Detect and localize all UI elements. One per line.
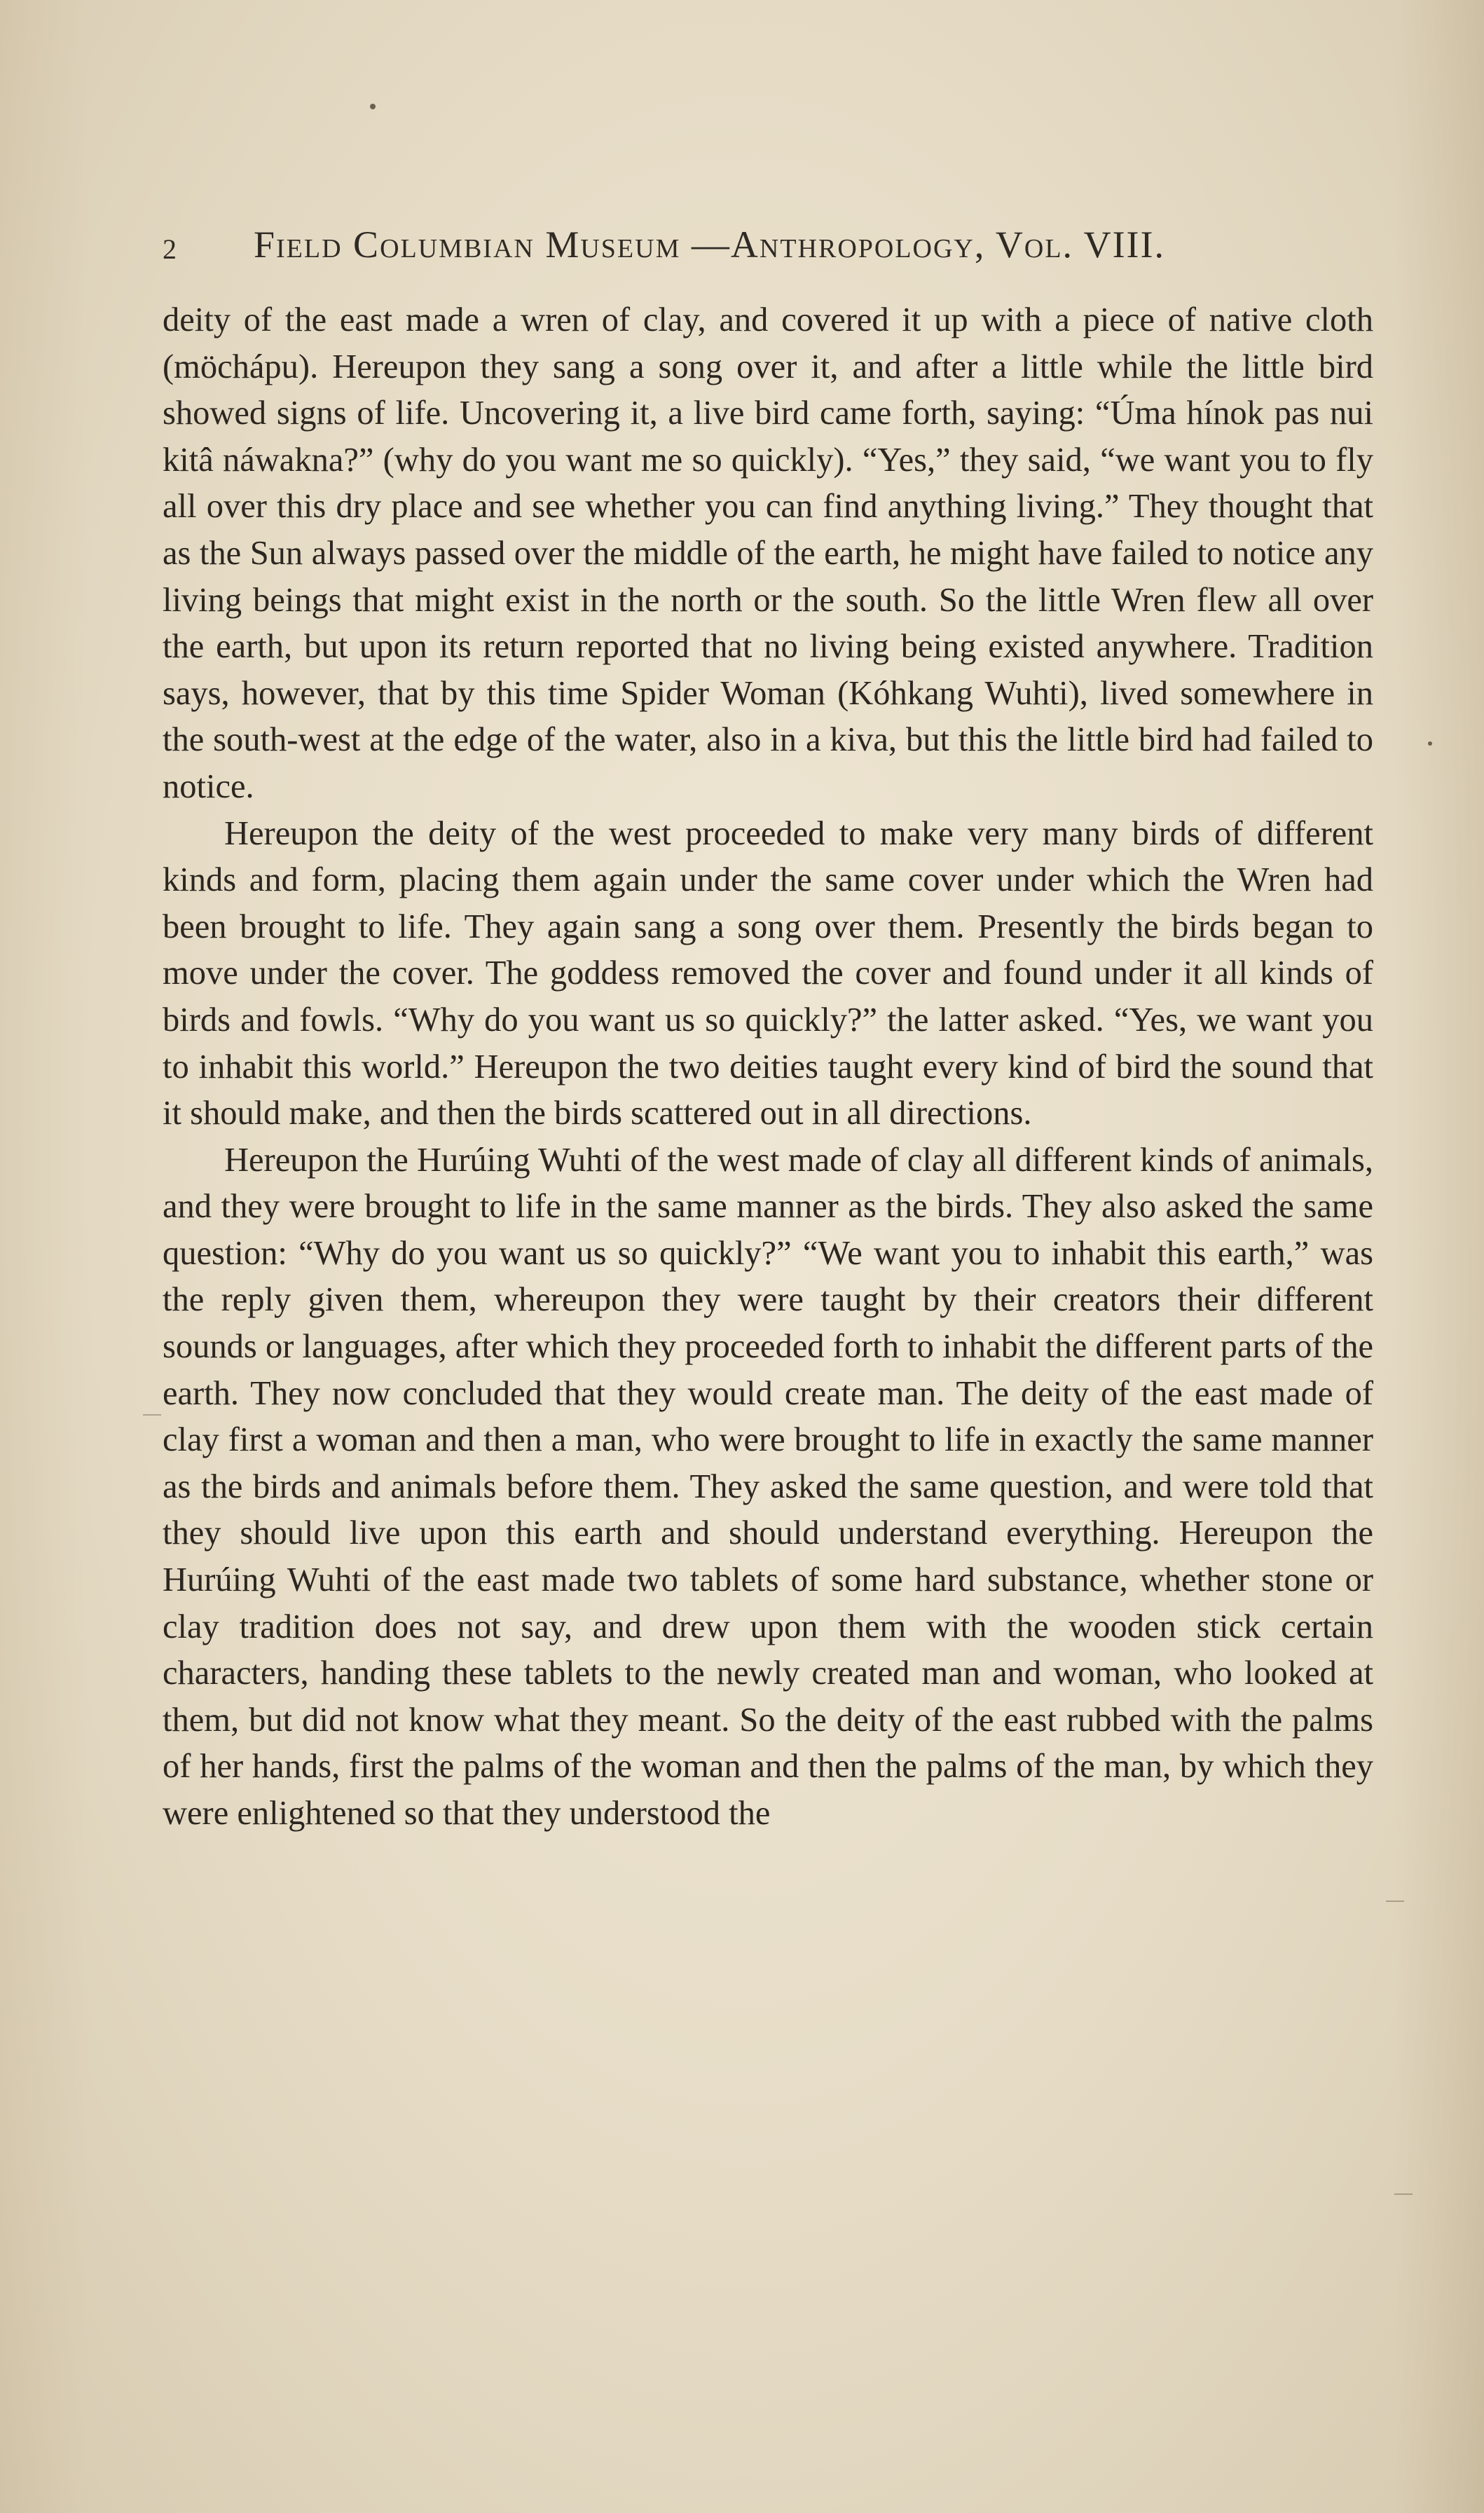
paragraph-1: deity of the east made a wren of clay, and covered it up with a piece of native cloth (möchápu). Hereupon they sang a song over it, and after a little while the little bird showed signs of life. Uncovering it, a live bird came forth, saying: “Úma hínok pas nui kitâ náwakna?” (why do you want me so quickly). “Yes,” they said, “we want you to fly all over this dry place and see whether you can find anything living.” They thought that as the Sun always passed over the middle of the earth, he might have failed to notice any living beings that might exist in the north or the south. So the little Wren flew all over the earth, but upon its return reported that no living being existed anywhere. Tradition says, however, that by this time Spider Woman (Kóhkang Wuhti), lived somewhere in the south-west at the edge of the water, also in a kiva, but this the little bird had failed to notice. <box>163 301 1373 805</box>
margin-mark <box>143 1414 161 1416</box>
paragraph-2: Hereupon the deity of the west proceeded to make very many birds of different kinds and form, placing them again under the same cover under which the Wren had been brought to life. They again sang a song over them. Presently the birds began to move under the cover. The goddess removed the cover and found under it all kinds of birds and fowls. “Why do you want us so quickly?” the latter asked. “Yes, we want you to inhabit this world.” Hereupon the two deities taught every kind of bird the sound that it should make, and then the birds scattered out in all directions. <box>163 814 1373 1132</box>
page-number: 2 <box>163 233 177 265</box>
paper-speck <box>370 104 376 109</box>
page-header <box>163 223 1312 272</box>
running-head: Field Columbian Museum —Anthropology, Vol. VIII. <box>254 224 1166 266</box>
body-text <box>163 297 1373 1837</box>
paragraph-3: Hereupon the Hurúing Wuhti of the west made of clay all different kinds of animals, and they were brought to life in the same manner as the birds. They also asked the same question: “Why do you want us so quickly?” “We want you to inhabit this earth,” was the reply given them, whereupon they were taught by their creators their different sounds or languages, after which they proceeded forth to inhabit the different parts of the earth. They now concluded that they would create man. The deity of the east made of clay first a woman and then a man, who were brought to life in exactly the same manner as the birds and animals before them. They asked the same question, and were told that they should live upon this earth and should understand everything. Hereupon the Hurúing Wuhti of the east made two tablets of some hard substance, whether stone or clay tradition does not say, and drew upon them with the wooden stick certain characters, handing these tablets to the newly created man and woman, who looked at them, but did not know what they meant. So the deity of the east rubbed with the palms of her hands, first the palms of the woman and then the palms of the man, by which they were enlightened so that they understood the <box>163 1141 1373 1832</box>
margin-mark <box>1394 2193 1413 2195</box>
margin-mark <box>1386 1901 1404 1902</box>
paper-speck <box>1428 741 1432 746</box>
